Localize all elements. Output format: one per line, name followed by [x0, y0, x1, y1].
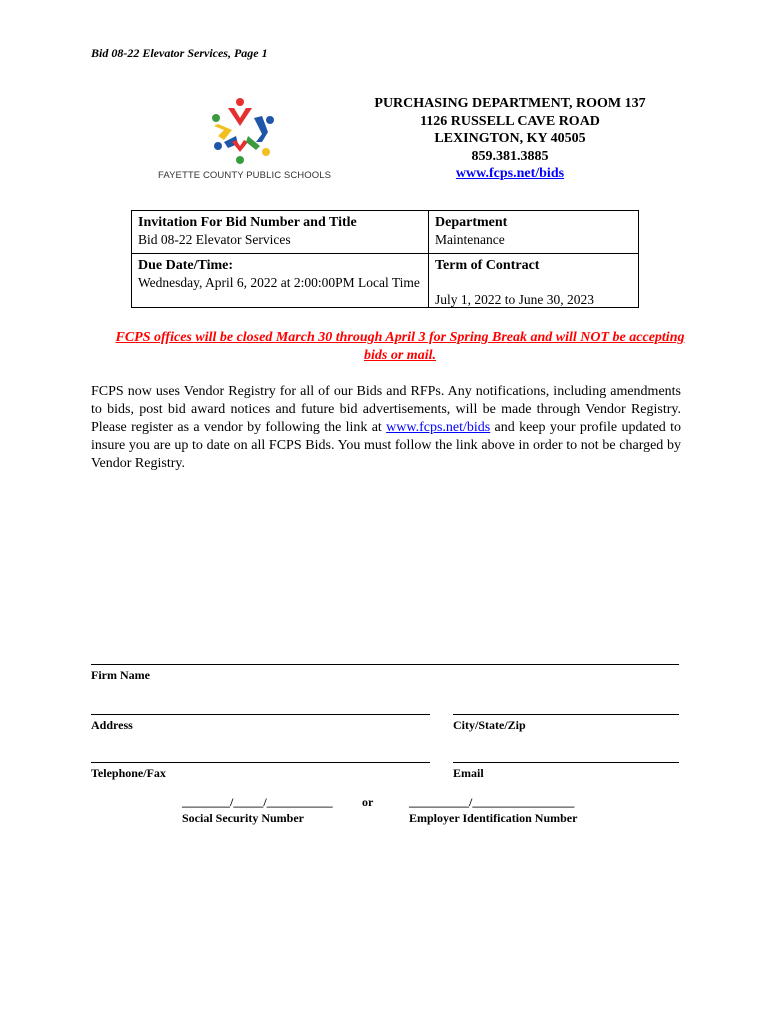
term-cell	[435, 257, 635, 307]
email-line[interactable]	[453, 762, 679, 763]
department-title: Department	[435, 215, 508, 230]
term-value: July 1, 2022 to June 30, 2023	[435, 292, 595, 307]
paragraph-text-2: and keep your profile updated to insure you are up to date on all FCPS Bids. You must follow the link above in order to not be charged by Vendor Registry.	[91, 420, 681, 471]
due-date-title: Due Date/Time:	[138, 258, 233, 273]
logo-figures-icon	[212, 98, 274, 164]
department-value: Maintenance	[435, 232, 505, 247]
bid-info-table	[131, 210, 639, 308]
ein-label: Employer Identification Number	[409, 811, 578, 825]
dept-line2: 1126 RUSSELL CAVE ROAD	[420, 113, 600, 129]
ein-blank[interactable]: __________/_________________	[409, 795, 575, 809]
invitation-cell	[138, 214, 424, 248]
address-label: Address	[91, 718, 133, 732]
fcps-logo	[158, 96, 338, 186]
invitation-value: Bid 08-22 Elevator Services	[138, 232, 291, 247]
address-line[interactable]	[91, 714, 430, 715]
vendor-registry-link[interactable]: www.fcps.net/bids	[386, 420, 491, 435]
due-date-cell	[138, 257, 426, 291]
table-divider-horizontal	[132, 253, 638, 254]
ssn-blank[interactable]: ________/_____/___________	[182, 795, 333, 809]
dept-line1: PURCHASING DEPARTMENT, ROOM 137	[374, 96, 646, 111]
logo-text: FAYETTE COUNTY PUBLIC SCHOOLS	[158, 170, 332, 181]
department-address	[360, 95, 660, 183]
department-cell	[435, 214, 635, 248]
term-title: Term of Contract	[435, 258, 540, 273]
paragraph-text-1: FCPS now uses Vendor Registry for all of our Bids and RFPs. Any notifications, including amendments to bids, post bid award notices and future bid advertisements, will be made through Vendor Registry. Please register as a vendor by following the link at	[91, 384, 681, 435]
or-text: or	[362, 795, 374, 809]
page-header-note: Bid 08-22 Elevator Services, Page 1	[91, 46, 268, 60]
email-label: Email	[453, 766, 484, 780]
firm-name-line[interactable]	[91, 664, 679, 665]
dept-phone: 859.381.3885	[471, 148, 549, 164]
vendor-registry-paragraph	[91, 383, 681, 473]
city-state-zip-line[interactable]	[453, 714, 679, 715]
invitation-title: Invitation For Bid Number and Title	[138, 215, 357, 230]
telephone-fax-label: Telephone/Fax	[91, 766, 166, 780]
city-state-zip-label: City/State/Zip	[453, 718, 526, 732]
telephone-fax-line[interactable]	[91, 762, 430, 763]
fcps-logo-graphic	[158, 96, 338, 168]
ssn-label: Social Security Number	[182, 811, 304, 825]
dept-line3: LEXINGTON, KY 40505	[434, 131, 586, 146]
firm-name-label: Firm Name	[91, 668, 150, 682]
due-date-value: Wednesday, April 6, 2022 at 2:00:00PM Local Time	[138, 275, 420, 290]
website-link[interactable]: www.fcps.net/bids	[455, 166, 565, 181]
table-divider-vertical	[428, 211, 429, 307]
spring-break-notice: FCPS offices will be closed March 30 through April 3 for Spring Break and will NOT be accepting bids or mail.	[115, 330, 685, 363]
